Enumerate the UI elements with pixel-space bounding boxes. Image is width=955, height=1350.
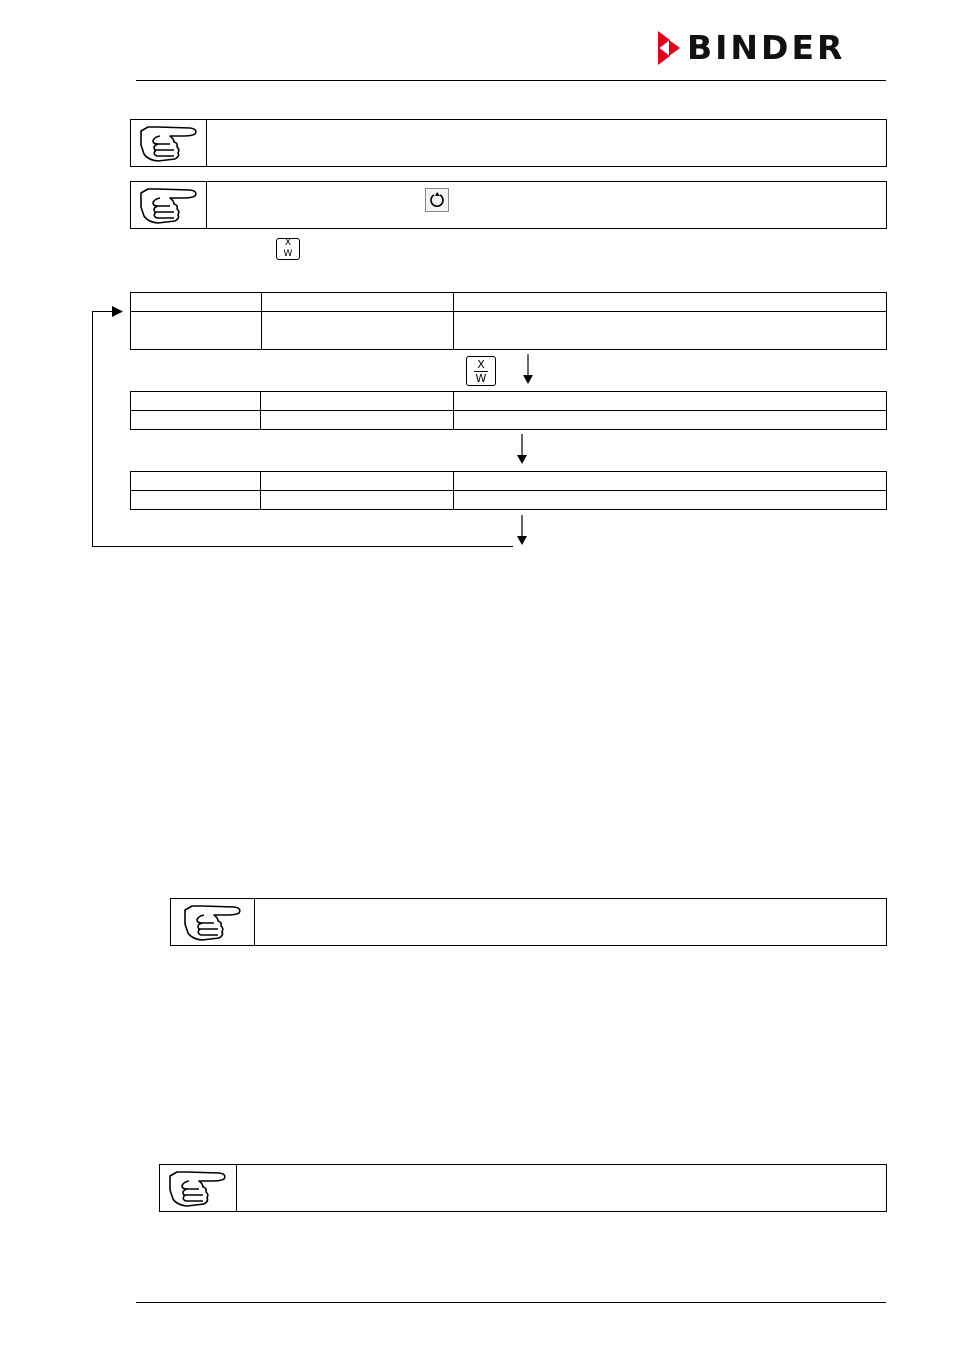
parameter-table-1 xyxy=(130,292,887,350)
table-cell xyxy=(262,312,454,350)
table-cell xyxy=(131,312,262,350)
note-text-4 xyxy=(237,1165,886,1211)
select-key[interactable] xyxy=(466,356,496,386)
table-row xyxy=(131,392,887,411)
table-row xyxy=(131,312,887,350)
pointing-hand-icon xyxy=(160,1165,237,1211)
table-cell xyxy=(131,293,262,312)
table-cell xyxy=(454,491,887,510)
table-cell xyxy=(131,392,261,411)
note-box-2 xyxy=(130,181,887,229)
binder-logo xyxy=(657,30,889,66)
select-key-bottom: W xyxy=(475,371,487,385)
note-text-1 xyxy=(207,120,886,166)
note-box-3 xyxy=(170,898,887,946)
table-cell xyxy=(262,293,454,312)
down-arrow-icon xyxy=(520,354,536,386)
table-cell xyxy=(261,472,454,491)
table-cell xyxy=(454,293,887,312)
table-cell xyxy=(454,312,887,350)
table-cell xyxy=(454,411,887,430)
down-arrow-icon xyxy=(514,515,530,547)
footer-rule xyxy=(136,1302,886,1303)
table-cell xyxy=(131,411,261,430)
table-row xyxy=(131,293,887,312)
table-cell xyxy=(261,392,454,411)
table-cell xyxy=(131,491,261,510)
binder-logo-mark-icon xyxy=(657,31,681,65)
loop-connector-top xyxy=(92,311,114,312)
right-arrow-icon xyxy=(112,306,124,317)
table-cell xyxy=(261,491,454,510)
note-text-3 xyxy=(255,899,886,945)
note-text-2 xyxy=(207,182,886,228)
note-box-4 xyxy=(159,1164,887,1212)
table-row xyxy=(131,491,887,510)
parameter-table-3 xyxy=(130,471,887,510)
select-key-small-bottom: W xyxy=(283,249,293,259)
select-key-small-top: X xyxy=(284,238,292,248)
brand-name: BINDER xyxy=(687,28,846,67)
loop-connector-bottom xyxy=(92,546,513,547)
pointing-hand-icon xyxy=(171,899,255,945)
loop-connector-vertical xyxy=(92,311,93,547)
select-key-small[interactable] xyxy=(276,238,300,260)
header-rule xyxy=(136,80,886,81)
table-row xyxy=(131,472,887,491)
table-row xyxy=(131,411,887,430)
table-cell xyxy=(454,392,887,411)
pointing-hand-icon xyxy=(131,182,207,228)
table-cell xyxy=(454,472,887,491)
parameter-table-2 xyxy=(130,391,887,430)
pointing-hand-icon xyxy=(131,120,207,166)
note-box-1 xyxy=(130,119,887,167)
table-cell xyxy=(261,411,454,430)
table-cell xyxy=(131,472,261,491)
select-key-top: X xyxy=(477,357,485,371)
down-arrow-icon xyxy=(514,434,530,466)
reset-circular-arrow-icon xyxy=(425,188,449,212)
